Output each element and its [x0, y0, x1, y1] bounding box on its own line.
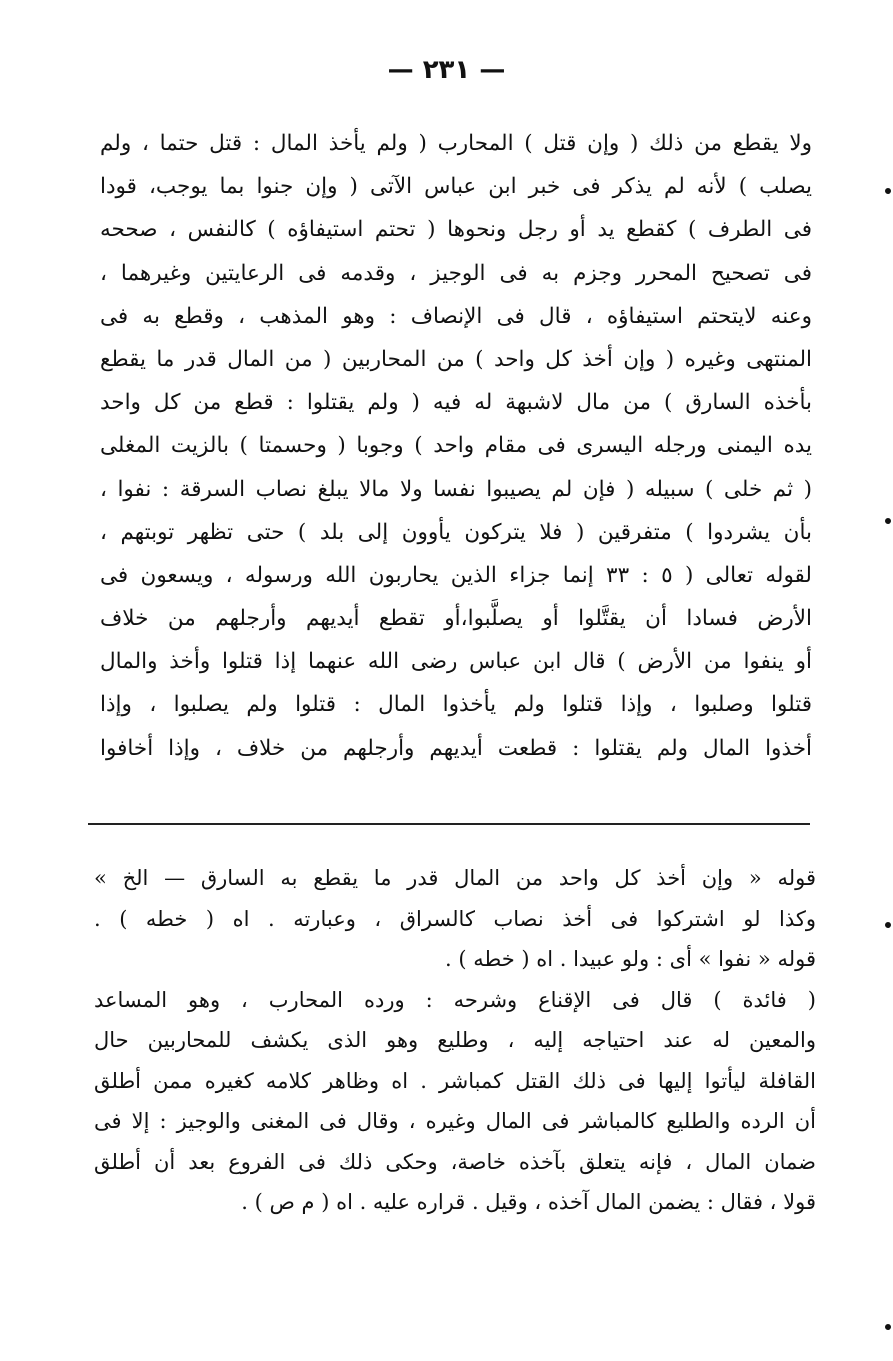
footnote-line: ضمان المال ، فإنه يتعلق بآخذه خاصة، وحكى ذلك فى الفروع بعد أن أطلق: [94, 1149, 816, 1174]
footnote-line: وكذا لو اشتركوا فى أخذ نصاب كالسراق ، وعبارته . اه ( خطه ) .: [94, 906, 816, 931]
footnote-line: القافلة ليأتوا إليها فى ذلك القتل كمباشر . اه وظاهر كلامه كغيره ممن أطلق: [94, 1068, 816, 1093]
main-text-line: ولا يقطع من ذلك ( وإن قتل ) المحارب ( ولم يأخذ المال : قتل حتما ، ولم: [100, 131, 812, 156]
main-text-line: لقوله تعالى ( ٥ : ٣٣ إنما جزاء الذين يحاربون الله ورسوله ، ويسعون فى: [100, 562, 812, 588]
main-text-line: يده اليمنى ورجله اليسرى فى مقام واحد ) وجوبا ( وحسمتا ) بالزيت المغلى: [100, 433, 812, 459]
main-text-line: قتلوا وصلبوا ، وإذا قتلوا ولم يأخذوا المال : قتلوا ولم يصلبوا ، وإذا: [100, 692, 812, 718]
footnote-line: قوله « وإن أخذ كل واحد من المال قدر ما يقطع به السارق — الخ »: [94, 866, 816, 890]
scan-mark: [885, 518, 891, 524]
main-text-line: أخذوا المال ولم يقتلوا : قطعت أيديهم وأرجلهم من خلاف ، وإذا أخافوا: [100, 735, 812, 761]
main-text-line: يصلب ) لأنه لم يذكر فى خبر ابن عباس الآتى ( وإن جنوا بما يوجب، قودا: [100, 174, 812, 200]
main-text-line: فى تصحيح المحرر وجزم به فى الوجيز ، وقدمه فى الرعايتين وغيرهما ،: [100, 260, 812, 286]
main-text-line: الأرض فسادا أن يقتَّلوا أو يصلَّبوا،أو تقطع أيديهم وأرجلهم من خلاف: [100, 606, 812, 632]
footnote-divider: [88, 823, 810, 825]
scan-mark: [885, 922, 891, 928]
main-text-line: وعنه لايتحتم استيفاؤه ، قال فى الإنصاف : وهو المذهب ، وقطع به فى: [100, 303, 812, 329]
footnote-line: والمعين له عند احتياجه إليه ، وطليع وهو الذى يكشف للمحاربين حال: [94, 1028, 816, 1052]
scan-mark: [885, 1324, 891, 1330]
main-text-line: أو ينفوا من الأرض ) قال ابن عباس رضى الله عنهما إذا قتلوا وأخذ والمال: [100, 649, 812, 675]
main-text-line: بأخذه السارق ) من مال لاشبهة له فيه ( ولم يقتلوا : قطع من كل واحد: [100, 390, 812, 416]
main-text-line: بأن يشردوا ) متفرقين ( فلا يتركون يأوون إلى بلد ) حتى تظهر توبتهم ،: [100, 519, 812, 545]
page-number: — ٢٣١ —: [387, 55, 506, 85]
main-text-block: [100, 122, 812, 770]
main-text-line: المنتهى وغيره ( وإن أخذ كل واحد ) من المحاربين ( من المال قدر ما يقطع: [100, 346, 812, 372]
footnotes-block: [94, 858, 816, 1223]
main-text-line: فى الطرف ) كقطع يد أو رجل ونحوها ( تحتم استيفاؤه ) كالنفس ، صححه: [100, 217, 812, 243]
footnote-line: قولا ، فقال : يضمن المال آخذه ، وقيل . قراره عليه . اه ( م ص ) .: [241, 1190, 816, 1214]
footnote-line: أن الرده والطليع كالمباشر فى المال وغيره ، وقال فى المغنى والوجيز : إلا فى: [94, 1109, 816, 1133]
footnote-line: ( فائدة ) قال فى الإقناع وشرحه : ورده المحارب ، وهو المساعد: [94, 987, 816, 1012]
footnote-line: قوله « نفوا » أى : ولو عبيدا . اه ( خطه ) .: [444, 947, 816, 971]
scan-mark: [885, 188, 891, 194]
main-text-line: ( ثم خلى ) سبيله ( فإن لم يصيبوا نفسا ولا مالا يبلغ نصاب السرقة : نفوا ،: [100, 476, 812, 502]
